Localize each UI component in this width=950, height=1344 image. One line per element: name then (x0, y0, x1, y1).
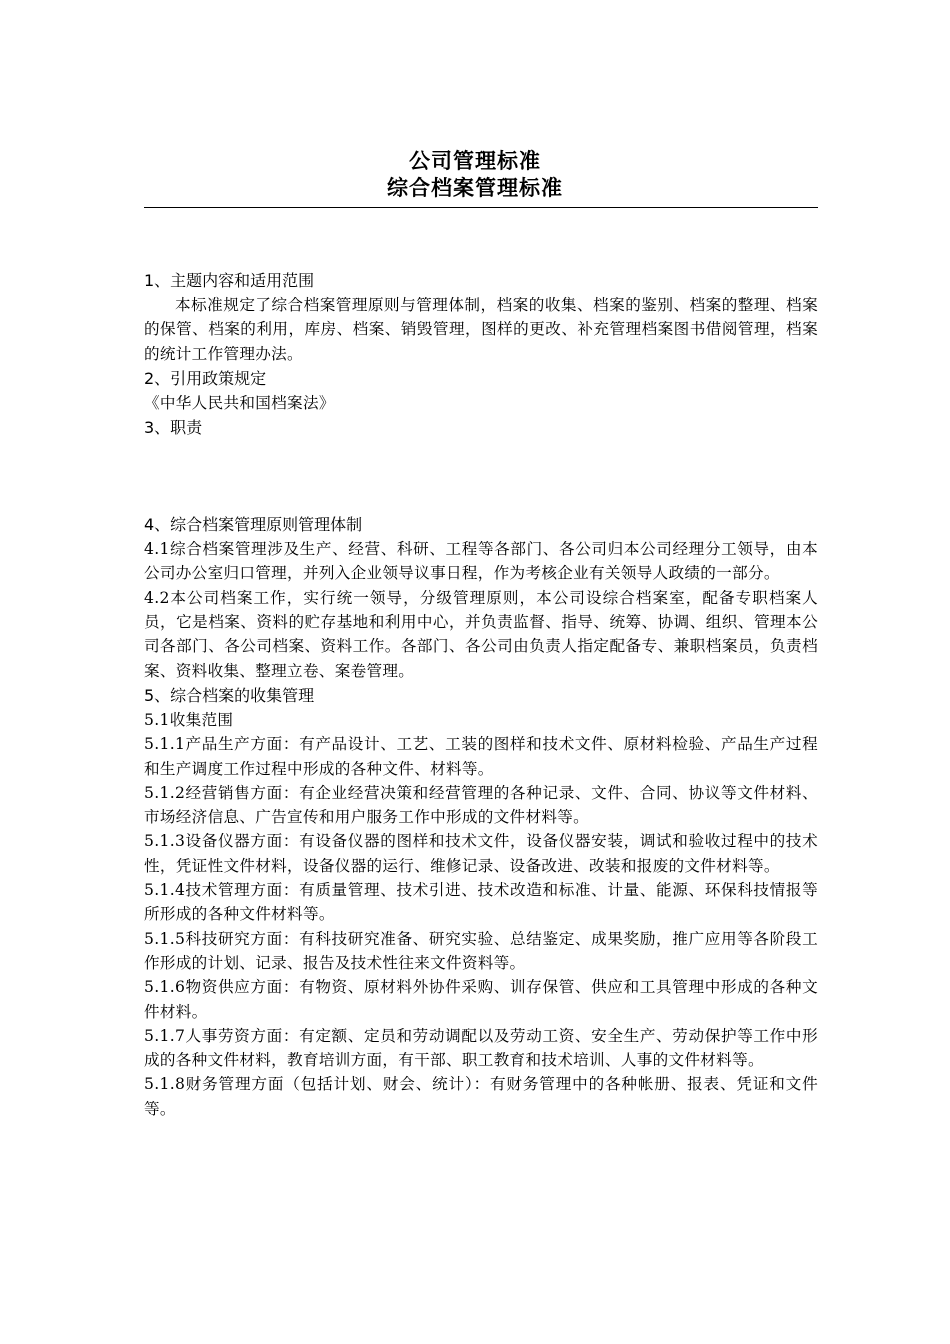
section-5-item: 5.1.2经营销售方面：有企业经营决策和经营管理的各种记录、文件、合同、协议等文件材料、市场经济信息、广告宣传和用户服务工作中形成的文件材料等。 (144, 783, 818, 827)
section-5-item: 5.1.6物资供应方面：有物资、原材料外协件采购、训存保管、供应和工具管理中形成的各种文件材料。 (144, 978, 818, 1021)
company-standard-title: 公司管理标准 (409, 149, 541, 173)
section-5-item: 5.1.8财务管理方面（包括计划、财会、统计）：有财务管理中的各种帐册、报表、凭证和文件等。 (144, 1075, 818, 1118)
blank-space (144, 440, 818, 512)
section-5-item: 5.1.3设备仪器方面：有设备仪器的图样和技术文件，设备仪器安装，调试和验收过程中的技术性，凭证性文件材料，设备仪器的运行、维修记录、设备改进、改装和报废的文件材料等。 (144, 832, 818, 875)
title-underline (144, 207, 818, 208)
section-1-heading: 1、主题内容和适用范围 (144, 271, 315, 290)
section-5-item: 5.1.7人事劳资方面：有定额、定员和劳动调配以及劳动工资、安全生产、劳动保护等工作中形成的各种文件材料，教育培训方面，有干部、职工教育和技术培训、人事的文件材料等。 (144, 1026, 818, 1070)
document-body (144, 268, 818, 1121)
section-1-body: 本标准规定了综合档案管理原则与管理体制，档案的收集、档案的鉴别、档案的整理、档案的保管、档案的利用，库房、档案、销毁管理，图样的更改、补充管理档案图书借阅管理，档案的统计工作管理办法。 (144, 296, 818, 363)
section-2-body: 《中华人民共和国档案法》 (144, 393, 335, 412)
document-title: 综合档案管理标准 (387, 176, 563, 200)
section-5-heading: 5、综合档案的收集管理 (144, 685, 315, 705)
section-4-heading: 4、综合档案管理原则管理体制 (144, 515, 363, 535)
section-3-heading: 3、职责 (144, 418, 203, 438)
section-2-heading: 2、引用政策规定 (144, 368, 267, 388)
section-5-item: 5.1.5科技研究方面：有科技研究准备、研究实验、总结鉴定、成果奖励，推广应用等各阶段工作形成的计划、记录、报告及技术性往来文件资料等。 (144, 929, 818, 972)
section-4-paragraph-1: 4.1综合档案管理涉及生产、经营、科研、工程等各部门、各公司归本公司经理分工领导，由本公司办公室归口管理，并列入企业领导议事日程，作为考核企业有关领导人政绩的一部分。 (144, 540, 818, 583)
section-5-subheading: 5.1收集范围 (144, 710, 234, 729)
section-4-paragraph-2: 4.2本公司档案工作，实行统一领导，分级管理原则，本公司设综合档案室，配备专职档案人员，它是档案、资料的贮存基地和利用中心，并负责监督、指导、统筹、协调、组织、管理本公司各部门、各公司档案、资料工作。各部门、各公司由负责人指定配备专、兼职档案员，负责档案、资料收集、整理立卷、案卷管理。 (144, 588, 818, 680)
section-5-item: 5.1.1产品生产方面：有产品设计、工艺、工装的图样和技术文件、原材料检验、产品生产过程和生产调度工作过程中形成的各种文件、材料等。 (144, 735, 818, 778)
section-5-item: 5.1.4技术管理方面：有质量管理、技术引进、技术改造和标准、计量、能源、环保科技情报等所形成的各种文件材料等。 (144, 881, 818, 924)
